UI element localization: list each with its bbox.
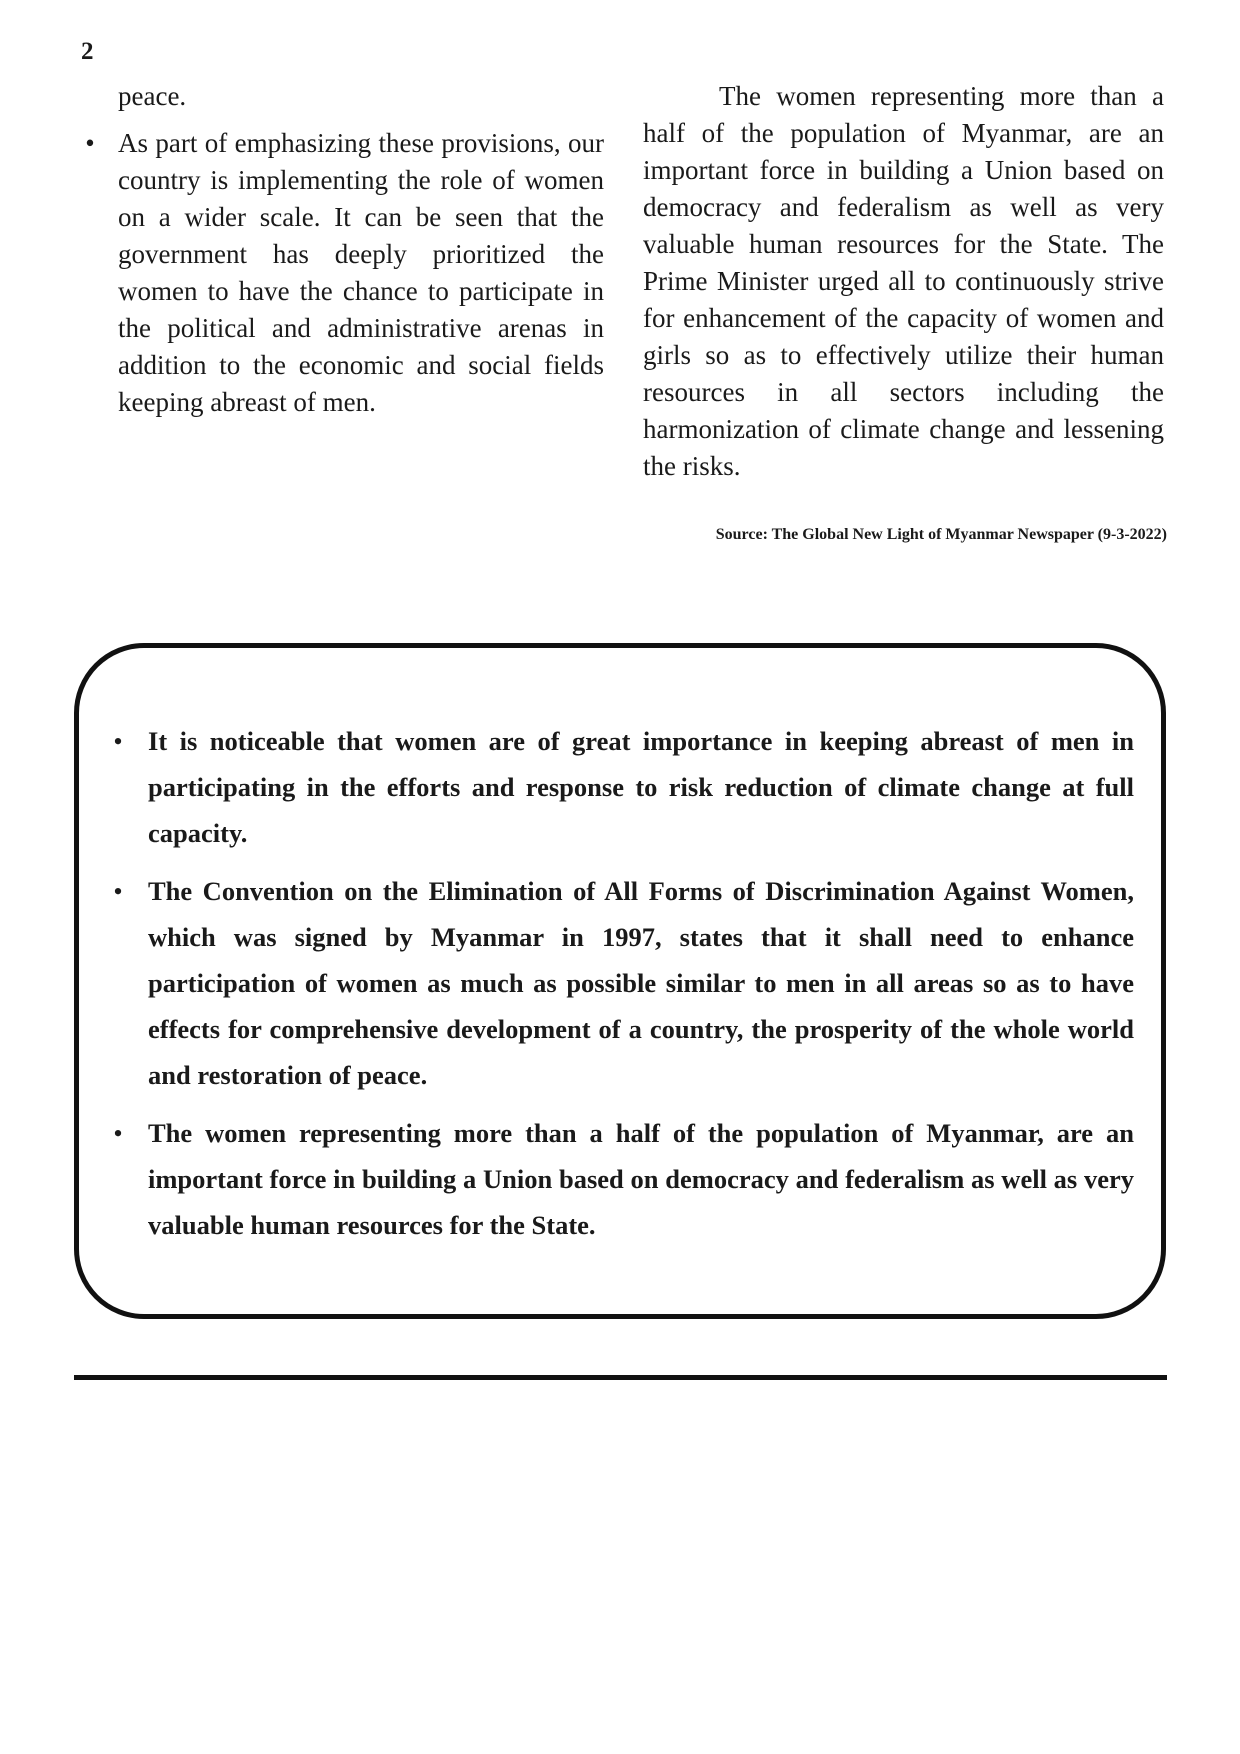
bullet-icon: • [113, 876, 123, 906]
summary-list [112, 718, 1134, 1260]
right-column [643, 78, 1164, 485]
summary-point-text: It is noticeable that women are of great importance in keeping abreast of men in participating in the efforts and response to risk reduction of climate change at full capacity. [148, 726, 1134, 848]
left-column [80, 78, 604, 421]
summary-point-text: The Convention on the Elimination of All Forms of Discrimination Against Women, which was signed by Myanmar in 1997, states that it shall need to enhance participation of women as much as possible similar to men in all areas so as to have effects for comprehensive development of a country, the prosperity of the whole world and restoration of peace. [148, 876, 1134, 1090]
horizontal-divider [74, 1375, 1167, 1380]
summary-point [112, 718, 1134, 856]
summary-point [112, 868, 1134, 1098]
bullet-icon: • [113, 1118, 123, 1148]
page-number: 2 [81, 38, 94, 65]
summary-point [112, 1110, 1134, 1248]
bullet-icon: • [85, 128, 95, 158]
right-paragraph: The women representing more than a half of the population of Myanmar, are an important force in building a Union based on democracy and federalism as well as very valuable human resources for the State. The Prime Minister urged all to continuously strive for enhancement of the capacity of women and girls so as to effectively utilize their human resources in all sectors including the harmonization of climate change and lessening the risks. [643, 81, 1164, 481]
bullet-icon: • [113, 726, 123, 756]
list-item [80, 125, 604, 421]
source-citation: Source: The Global New Light of Myanmar Newspaper (9-3-2022) [715, 526, 1167, 543]
summary-point-text: The women representing more than a half of the population of Myanmar, are an important force in building a Union based on democracy and federalism as well as very valuable human resources for the State. [148, 1118, 1134, 1240]
continued-text: peace. [118, 81, 187, 111]
bullet-text: As part of emphasizing these provisions, our country is implementing the role of women on a wider scale. It can be seen that the government has deeply prioritized the women to have the chance to participate in the political and administrative arenas in addition to the economic and social fields keeping abreast of men. [118, 128, 604, 417]
